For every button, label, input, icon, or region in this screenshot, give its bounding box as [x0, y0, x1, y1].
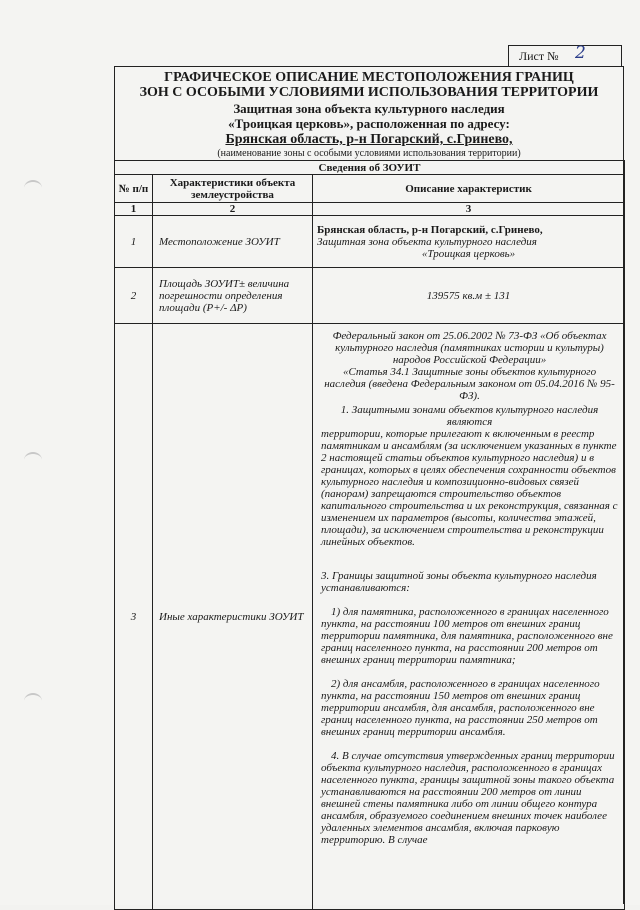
sheet-number-value: 2: [575, 43, 586, 63]
col-index-3: 3: [313, 203, 625, 216]
law-reference: Федеральный закон от 25.06.2002 № 73-ФЗ «Об объектах культурного наследия (памятниках истории и культуры) народов Российской Федерации»: [332, 330, 607, 366]
col-header-characteristic: Характеристики объекта землеустройства: [153, 175, 313, 203]
row-characteristic: Иные характеристики ЗОУИТ: [153, 324, 313, 910]
row-characteristic: Площадь ЗОУИТ± величина погрешности определения площади (P+/- ΔP): [153, 268, 313, 324]
row-number: 1: [115, 216, 153, 268]
row-description: [313, 324, 625, 910]
law-paragraph-3-1: 1) для памятника, расположенного в границах населенного пункта, на расстоянии 100 метров от внешних границ территории памятника, для памятника, расположенного вне границ населенного пункта, на расстоянии 200 метров от внешних границ территории памятника;: [321, 606, 613, 666]
row-number: 2: [115, 268, 153, 324]
col-header-description: Описание характеристик: [313, 175, 625, 203]
table-row: [115, 324, 625, 910]
punch-hole-mark: [24, 180, 42, 196]
row-number: 3: [115, 324, 153, 910]
zone-address: Брянская область, р-н Погарский, с.Гринево,: [225, 132, 513, 147]
sheet-number-box: [508, 45, 622, 67]
punch-hole-mark: [24, 452, 42, 468]
location-zone-type: Защитная зона объекта культурного наследия: [317, 235, 537, 248]
title-line-1: ГРАФИЧЕСКОЕ ОПИСАНИЕ МЕСТОПОЛОЖЕНИЯ ГРАНИЦ: [164, 70, 574, 85]
title-line-2: ЗОН С ОСОБЫМИ УСЛОВИЯМИ ИСПОЛЬЗОВАНИЯ ТЕРРИТОРИИ: [139, 85, 599, 100]
law-article: «Статья 34.1 Защитные зоны объектов культурного наследия (введена Федеральным законом от 05.04.2016 № 95-ФЗ).: [324, 366, 615, 402]
col-index-1: 1: [115, 203, 153, 216]
section-title: Сведения об ЗОУИТ: [115, 161, 625, 175]
zone-name-line-1: Защитная зона объекта культурного наследия: [233, 101, 505, 116]
law-paragraph-1-intro: 1. Защитными зонами объектов культурного наследия являются: [340, 404, 599, 428]
table-row: [115, 216, 625, 268]
table-row: [115, 268, 625, 324]
sheet-number-label: Лист №: [519, 49, 559, 63]
col-header-number: № п/п: [115, 175, 153, 203]
zone-info-table: [114, 160, 625, 910]
zone-caption: (наименование зоны с особыми условиями использования территории): [217, 148, 521, 159]
col-index-2: 2: [153, 203, 313, 216]
law-paragraph-4: 4. В случае отсутствия утвержденных границ территории объекта культурного наследия, расположенного в границах населенного пункта, границы защитной зоны такого объекта устанавливаются на расстоянии 200 метров от линии внешней стены памятника либо от линии общего контура ансамбля, образуемого соединением внешних точек наиболее удаленных элементов ансамбля, включая парковую территорию. В случае: [321, 750, 615, 846]
row-characteristic: Местоположение ЗОУИТ: [153, 216, 313, 268]
location-address: Брянская область, р-н Погарский, с.Гринево,: [317, 223, 543, 236]
law-paragraph-3-2: 2) для ансамбля, расположенного в границах населенного пункта, на расстоянии 150 метров от внешних границ территории ансамбля, для ансамбля, расположенного вне границ населенного пункта, на расстоянии 250 метров от внешних границ территории ансамбля.: [321, 678, 600, 738]
law-paragraph-1: территории, которые прилегают к включенным в реестр памятникам и ансамблям (за исключением указанных в пункте 2 настоящей статьи объектов культурного наследия) и в границах, которых в целях обеспечения сохранности объектов культурного наследия и композиционно-видовых связей (панорам) запрещаются строительство объектов капитального строительства и их реконструкция, связанная с изменением их параметров (высоты, количества этажей, площади), за исключением строительства и реконструкции линейных объектов.: [321, 428, 618, 548]
punch-hole-mark: [24, 693, 42, 709]
location-object-name: «Троицкая церковь»: [421, 247, 516, 260]
area-value: 139575 кв.м ± 131: [313, 268, 625, 324]
zone-name-line-2: «Троицкая церковь», расположенная по адресу:: [228, 116, 510, 131]
law-paragraph-3: 3. Границы защитной зоны объекта культурного наследия устанавливаются:: [321, 570, 597, 594]
row-description: [313, 216, 625, 268]
